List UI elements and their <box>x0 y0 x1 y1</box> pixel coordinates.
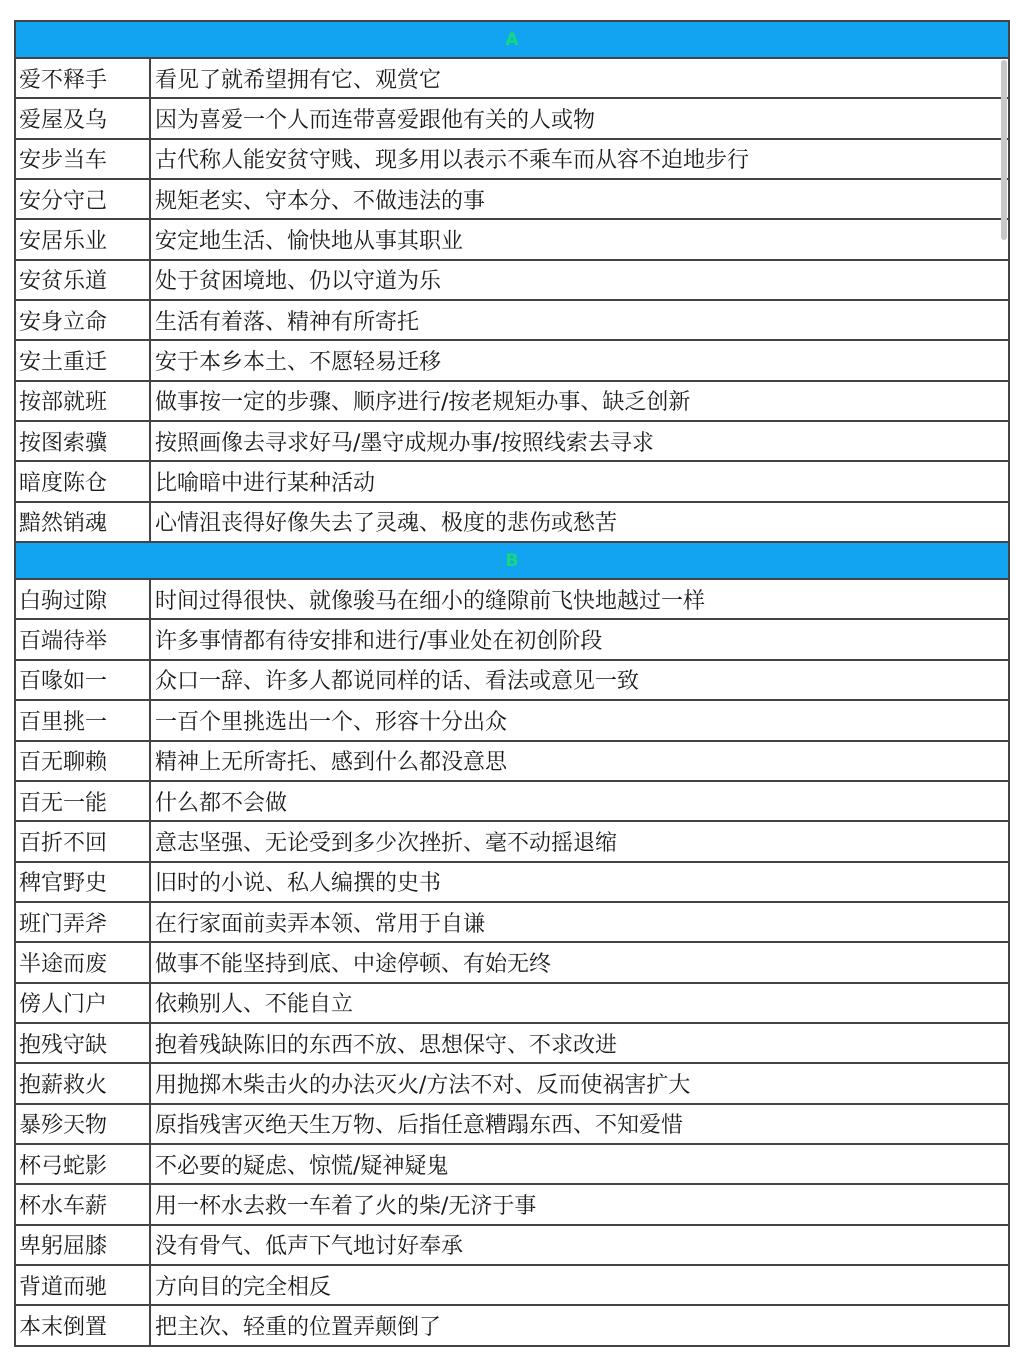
meaning-cell[interactable]: 一百个里挑选出一个、形容十分出众 <box>151 701 1010 739</box>
table-row <box>16 1064 1010 1104</box>
table-row <box>16 943 1010 983</box>
table-row <box>16 422 1010 462</box>
table-row <box>16 301 1010 341</box>
idiom-cell[interactable]: 半途而废 <box>16 943 151 981</box>
idiom-cell[interactable]: 百折不回 <box>16 822 151 860</box>
table-row <box>16 822 1010 862</box>
table-row <box>16 503 1010 543</box>
table-row <box>16 261 1010 301</box>
meaning-cell[interactable]: 旧时的小说、私人编撰的史书 <box>151 863 1010 901</box>
meaning-cell[interactable]: 把主次、轻重的位置弄颠倒了 <box>151 1306 1010 1344</box>
section-header <box>16 543 1010 580</box>
idiom-cell[interactable]: 抱残守缺 <box>16 1024 151 1062</box>
table-row <box>16 1145 1010 1185</box>
table-row <box>16 1266 1010 1306</box>
idiom-cell[interactable]: 爱不释手 <box>16 59 151 97</box>
table-row <box>16 140 1010 180</box>
meaning-cell[interactable]: 意志坚强、无论受到多少次挫折、毫不动摇退缩 <box>151 822 1010 860</box>
idiom-cell[interactable]: 稗官野史 <box>16 863 151 901</box>
table-row <box>16 903 1010 943</box>
table-row <box>16 382 1010 422</box>
idiom-cell[interactable]: 安居乐业 <box>16 220 151 258</box>
scrollbar-thumb[interactable] <box>1001 60 1007 240</box>
meaning-cell[interactable]: 许多事情都有待安排和进行/事业处在初创阶段 <box>151 620 1010 658</box>
table-row <box>16 1226 1010 1266</box>
table-row <box>16 59 1010 99</box>
table-row <box>16 580 1010 620</box>
section-header <box>16 22 1010 59</box>
section-letter: A <box>505 29 519 50</box>
idiom-cell[interactable]: 安分守己 <box>16 180 151 218</box>
idiom-cell[interactable]: 百无一能 <box>16 782 151 820</box>
table-row <box>16 742 1010 782</box>
meaning-cell[interactable]: 原指残害灭绝天生万物、后指任意糟蹋东西、不知爱惜 <box>151 1105 1010 1143</box>
table-row <box>16 462 1010 502</box>
meaning-cell[interactable]: 抱着残缺陈旧的东西不放、思想保守、不求改进 <box>151 1024 1010 1062</box>
idiom-cell[interactable]: 百里挑一 <box>16 701 151 739</box>
meaning-cell[interactable]: 方向目的完全相反 <box>151 1266 1010 1304</box>
idiom-cell[interactable]: 背道而驰 <box>16 1266 151 1304</box>
meaning-cell[interactable]: 做事按一定的步骤、顺序进行/按老规矩办事、缺乏创新 <box>151 382 1010 420</box>
meaning-cell[interactable]: 做事不能坚持到底、中途停顿、有始无终 <box>151 943 1010 981</box>
meaning-cell[interactable]: 因为喜爱一个人而连带喜爱跟他有关的人或物 <box>151 99 1010 137</box>
meaning-cell[interactable]: 心情沮丧得好像失去了灵魂、极度的悲伤或愁苦 <box>151 503 1010 541</box>
idiom-cell[interactable]: 抱薪救火 <box>16 1064 151 1102</box>
meaning-cell[interactable]: 时间过得很快、就像骏马在细小的缝隙前飞快地越过一样 <box>151 580 1010 618</box>
meaning-cell[interactable]: 用抛掷木柴击火的办法灭火/方法不对、反而使祸害扩大 <box>151 1064 1010 1102</box>
table-row <box>16 863 1010 903</box>
idiom-cell[interactable]: 爱屋及乌 <box>16 99 151 137</box>
meaning-cell[interactable]: 处于贫困境地、仍以守道为乐 <box>151 261 1010 299</box>
table-row <box>16 1105 1010 1145</box>
table-row <box>16 620 1010 660</box>
idiom-cell[interactable]: 暗度陈仓 <box>16 462 151 500</box>
table-row <box>16 782 1010 822</box>
idiom-cell[interactable]: 百喙如一 <box>16 661 151 699</box>
idiom-cell[interactable]: 傍人门户 <box>16 984 151 1022</box>
idiom-cell[interactable]: 卑躬屈膝 <box>16 1226 151 1264</box>
meaning-cell[interactable]: 精神上无所寄托、感到什么都没意思 <box>151 742 1010 780</box>
table-row <box>16 220 1010 260</box>
meaning-cell[interactable]: 规矩老实、守本分、不做违法的事 <box>151 180 1010 218</box>
idiom-cell[interactable]: 安步当车 <box>16 140 151 178</box>
meaning-cell[interactable]: 比喻暗中进行某种活动 <box>151 462 1010 500</box>
idiom-cell[interactable]: 杯水车薪 <box>16 1185 151 1223</box>
section-letter: B <box>505 550 519 571</box>
idiom-cell[interactable]: 百端待举 <box>16 620 151 658</box>
table-row <box>16 341 1010 381</box>
idiom-cell[interactable]: 百无聊赖 <box>16 742 151 780</box>
meaning-cell[interactable]: 安定地生活、愉快地从事其职业 <box>151 220 1010 258</box>
idiom-cell[interactable]: 黯然销魂 <box>16 503 151 541</box>
meaning-cell[interactable]: 安于本乡本土、不愿轻易迁移 <box>151 341 1010 379</box>
idiom-cell[interactable]: 暴殄天物 <box>16 1105 151 1143</box>
table-row <box>16 661 1010 701</box>
table-row <box>16 1024 1010 1064</box>
table-row <box>16 701 1010 741</box>
table-row <box>16 180 1010 220</box>
meaning-cell[interactable]: 生活有着落、精神有所寄托 <box>151 301 1010 339</box>
table-row <box>16 1185 1010 1225</box>
idiom-cell[interactable]: 安身立命 <box>16 301 151 339</box>
meaning-cell[interactable]: 按照画像去寻求好马/墨守成规办事/按照线索去寻求 <box>151 422 1010 460</box>
table-row <box>16 984 1010 1024</box>
meaning-cell[interactable]: 不必要的疑虑、惊慌/疑神疑鬼 <box>151 1145 1010 1183</box>
table-row <box>16 99 1010 139</box>
meaning-cell[interactable]: 在行家面前卖弄本领、常用于自谦 <box>151 903 1010 941</box>
idiom-cell[interactable]: 班门弄斧 <box>16 903 151 941</box>
meaning-cell[interactable]: 没有骨气、低声下气地讨好奉承 <box>151 1226 1010 1264</box>
table-row <box>16 1306 1010 1346</box>
idiom-cell[interactable]: 安贫乐道 <box>16 261 151 299</box>
idiom-cell[interactable]: 按图索骥 <box>16 422 151 460</box>
idiom-cell[interactable]: 杯弓蛇影 <box>16 1145 151 1183</box>
meaning-cell[interactable]: 用一杯水去救一车着了火的柴/无济于事 <box>151 1185 1010 1223</box>
meaning-cell[interactable]: 众口一辞、许多人都说同样的话、看法或意见一致 <box>151 661 1010 699</box>
idiom-cell[interactable]: 按部就班 <box>16 382 151 420</box>
meaning-cell[interactable]: 看见了就希望拥有它、观赏它 <box>151 59 1010 97</box>
idiom-cell[interactable]: 本末倒置 <box>16 1306 151 1344</box>
idiom-cell[interactable]: 白驹过隙 <box>16 580 151 618</box>
meaning-cell[interactable]: 依赖别人、不能自立 <box>151 984 1010 1022</box>
idiom-table <box>14 20 1010 1347</box>
meaning-cell[interactable]: 什么都不会做 <box>151 782 1010 820</box>
idiom-cell[interactable]: 安土重迁 <box>16 341 151 379</box>
meaning-cell[interactable]: 古代称人能安贫守贱、现多用以表示不乘车而从容不迫地步行 <box>151 140 1010 178</box>
